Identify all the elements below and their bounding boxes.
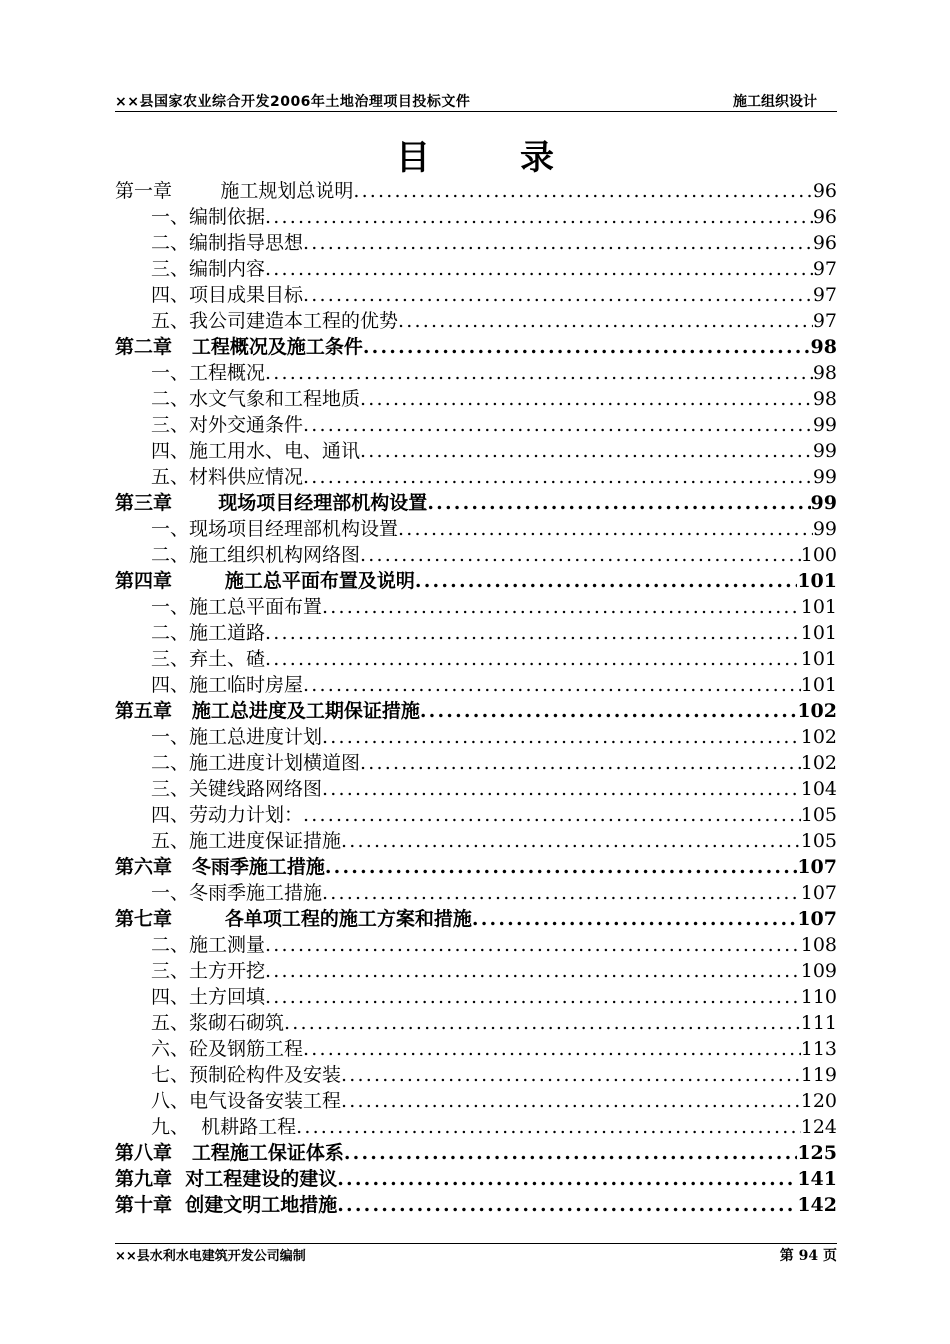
toc-dot-leader: [265, 256, 813, 282]
toc-section-entry[interactable]: [115, 386, 837, 412]
toc-entry-label: 二、编制指导思想: [151, 232, 304, 254]
toc-dot-leader: [344, 1140, 797, 1166]
toc-entry-label: 八、电气设备安装工程: [151, 1090, 342, 1112]
toc-dot-leader: [322, 594, 801, 620]
toc-entry-page: 101: [800, 622, 837, 644]
toc-dot-leader: [303, 282, 813, 308]
toc-entry-label: 第四章 施工总平面布置及说明: [115, 570, 415, 592]
toc-entry-page: 107: [797, 908, 837, 930]
toc-dot-leader: [337, 1192, 797, 1218]
toc-entry-page: 102: [800, 726, 837, 748]
toc-section-entry[interactable]: [115, 932, 837, 958]
toc-entry-page: 105: [800, 804, 837, 826]
toc-entry-label: 三、对外交通条件: [151, 414, 304, 436]
toc-section-entry[interactable]: [115, 620, 837, 646]
toc-entry-label: 四、土方回填: [151, 986, 266, 1008]
toc-entry-page: 101: [797, 570, 837, 592]
toc-entry-page: 107: [797, 856, 837, 878]
toc-section-entry[interactable]: [115, 542, 837, 568]
toc-section-entry[interactable]: [115, 308, 837, 334]
toc-dot-leader: [398, 516, 813, 542]
toc-entry-page: 102: [800, 752, 837, 774]
toc-section-entry[interactable]: [115, 672, 837, 698]
toc-chapter-entry[interactable]: [115, 1140, 837, 1166]
toc-section-entry[interactable]: [115, 1010, 837, 1036]
toc-dot-leader: [303, 412, 813, 438]
toc-dot-leader: [265, 984, 801, 1010]
toc-entry-label: 第三章 现场项目经理部机构设置: [115, 492, 428, 514]
toc-entry-page: 111: [800, 1012, 837, 1034]
toc-dot-leader: [322, 880, 801, 906]
toc-chapter-entry[interactable]: [115, 854, 837, 880]
toc-entry-label: 一、施工总进度计划: [151, 726, 323, 748]
toc-section-entry[interactable]: [115, 516, 837, 542]
toc-entry-page: 104: [800, 778, 837, 800]
toc-entry-label: 二、施工组织机构网络图: [151, 544, 361, 566]
toc-chapter-entry[interactable]: [115, 178, 837, 204]
toc-dot-leader: [415, 568, 797, 594]
toc-dot-leader: [360, 542, 801, 568]
toc-section-entry[interactable]: [115, 360, 837, 386]
toc-chapter-entry[interactable]: [115, 1192, 837, 1218]
toc-entry-label: 七、预制砼构件及安装: [151, 1064, 342, 1086]
toc-entry-page: 97: [812, 310, 837, 332]
toc-dot-leader: [303, 1036, 801, 1062]
toc-entry-label: 四、施工临时房屋: [151, 674, 304, 696]
header-document-title: ××县国家农业综合开发2006年土地治理项目投标文件: [115, 94, 471, 110]
header-section-title: 施工组织设计: [733, 94, 817, 110]
toc-chapter-entry[interactable]: [115, 490, 837, 516]
page-header: [115, 89, 837, 112]
toc-section-entry[interactable]: [115, 984, 837, 1010]
toc-dot-leader: [322, 724, 801, 750]
toc-section-entry[interactable]: [115, 1114, 837, 1140]
toc-entry-label: 二、施工道路: [151, 622, 266, 644]
toc-entry-page: 96: [812, 206, 837, 228]
toc-entry-page: 141: [797, 1168, 837, 1190]
toc-entry-page: 109: [800, 960, 837, 982]
toc-entry-label: 四、施工用水、电、通讯: [151, 440, 361, 462]
toc-entry-page: 142: [797, 1194, 837, 1216]
toc-entry-page: 96: [812, 232, 837, 254]
toc-section-entry[interactable]: [115, 1036, 837, 1062]
toc-dot-leader: [303, 802, 801, 828]
toc-entry-label: 五、施工进度保证措施: [151, 830, 342, 852]
toc-dot-leader: [472, 906, 797, 932]
toc-dot-leader: [341, 1062, 801, 1088]
toc-dot-leader: [325, 854, 797, 880]
toc-dot-leader: [303, 672, 801, 698]
toc-entry-page: 119: [800, 1064, 837, 1086]
toc-dot-leader: [322, 776, 801, 802]
toc-entry-label: 五、材料供应情况: [151, 466, 304, 488]
toc-entry-label: 三、关键线路网络图: [151, 778, 323, 800]
toc-chapter-entry[interactable]: [115, 1166, 837, 1192]
toc-entry-page: 102: [797, 700, 837, 722]
toc-chapter-entry[interactable]: [115, 906, 837, 932]
toc-entry-label: 四、劳动力计划：: [151, 804, 304, 826]
footer-author: ××县水利水电建筑开发公司编制: [115, 1249, 306, 1264]
toc-dot-leader: [265, 646, 801, 672]
toc-dot-leader: [360, 386, 813, 412]
toc-entry-label: 五、浆砌石砌筑: [151, 1012, 285, 1034]
toc-entry-label: 六、砼及钢筋工程: [151, 1038, 304, 1060]
toc-entry-page: 108: [800, 934, 837, 956]
toc-dot-leader: [353, 178, 812, 204]
toc-entry-page: 96: [812, 180, 837, 202]
toc-section-entry[interactable]: [115, 750, 837, 776]
toc-entry-label: 四、项目成果目标: [151, 284, 304, 306]
toc-entry-page: 120: [800, 1090, 837, 1112]
toc-entry-label: 第二章 工程概况及施工条件: [115, 336, 363, 358]
toc-entry-page: 113: [800, 1038, 837, 1060]
toc-dot-leader: [303, 230, 813, 256]
toc-dot-leader: [420, 698, 797, 724]
toc-dot-leader: [265, 204, 813, 230]
toc-entry-page: 125: [797, 1142, 837, 1164]
toc-entry-label: 第六章 冬雨季施工措施: [115, 856, 325, 878]
toc-section-entry[interactable]: [115, 412, 837, 438]
toc-entry-label: 三、土方开挖: [151, 960, 266, 982]
toc-entry-label: 二、施工进度计划横道图: [151, 752, 361, 774]
toc-entry-label: 三、编制内容: [151, 258, 266, 280]
toc-dot-leader: [303, 464, 813, 490]
toc-entry-label: 三、弃土、碴: [151, 648, 266, 670]
toc-section-entry[interactable]: [115, 464, 837, 490]
toc-entry-label: 第五章 施工总进度及工期保证措施: [115, 700, 420, 722]
toc-dot-leader: [341, 828, 801, 854]
toc-section-entry[interactable]: [115, 438, 837, 464]
toc-entry-page: 98: [812, 388, 837, 410]
toc-dot-leader: [363, 334, 811, 360]
toc-entry-page: 97: [812, 284, 837, 306]
toc-entry-page: 101: [800, 648, 837, 670]
toc-entry-label: 二、施工测量: [151, 934, 266, 956]
toc-entry-label: 第十章 创建文明工地措施: [115, 1194, 338, 1216]
toc-entry-label: 二、水文气象和工程地质: [151, 388, 361, 410]
toc-dot-leader: [265, 958, 801, 984]
toc-entry-page: 97: [812, 258, 837, 280]
toc-dot-leader: [296, 1114, 801, 1140]
toc-section-entry[interactable]: [115, 646, 837, 672]
toc-entry-label: 九、 机耕路工程: [151, 1116, 297, 1138]
toc-entry-page: 105: [800, 830, 837, 852]
toc-entry-label: 一、施工总平面布置: [151, 596, 323, 618]
toc-entry-page: 101: [800, 674, 837, 696]
page-footer: [115, 1243, 837, 1266]
toc-entry-page: 124: [800, 1116, 837, 1138]
toc-section-entry[interactable]: [115, 828, 837, 854]
toc-entry-label: 一、冬雨季施工措施: [151, 882, 323, 904]
page-title: 目录: [396, 138, 644, 178]
toc-entry-page: 98: [810, 336, 837, 358]
toc-section-entry[interactable]: [115, 594, 837, 620]
toc-section-entry[interactable]: [115, 776, 837, 802]
toc-dot-leader: [360, 750, 801, 776]
toc-dot-leader: [427, 490, 810, 516]
toc-section-entry[interactable]: [115, 256, 837, 282]
toc-section-entry[interactable]: [115, 802, 837, 828]
footer-page-number: 第 94 页: [779, 1248, 837, 1264]
toc-chapter-entry[interactable]: [115, 698, 837, 724]
toc-entry-page: 101: [800, 596, 837, 618]
toc-entry-label: 一、编制依据: [151, 206, 266, 228]
toc-entry-page: 99: [812, 440, 837, 462]
toc-entry-label: 五、我公司建造本工程的优势: [151, 310, 399, 332]
toc-section-entry[interactable]: [115, 724, 837, 750]
toc-section-entry[interactable]: [115, 1062, 837, 1088]
toc-entry-page: 107: [800, 882, 837, 904]
toc-entry-page: 99: [812, 518, 837, 540]
toc-dot-leader: [265, 620, 801, 646]
toc-entry-label: 第七章 各单项工程的施工方案和措施: [115, 908, 472, 930]
toc-entry-label: 一、工程概况: [151, 362, 266, 384]
table-of-contents: [115, 178, 837, 1218]
toc-dot-leader: [265, 932, 801, 958]
toc-dot-leader: [341, 1088, 801, 1114]
toc-section-entry[interactable]: [115, 1088, 837, 1114]
toc-dot-leader: [398, 308, 813, 334]
toc-section-entry[interactable]: [115, 958, 837, 984]
toc-dot-leader: [360, 438, 813, 464]
toc-section-entry[interactable]: [115, 230, 837, 256]
toc-entry-page: 99: [810, 492, 837, 514]
toc-entry-label: 第一章 施工规划总说明: [115, 180, 354, 202]
toc-chapter-entry[interactable]: [115, 334, 837, 360]
toc-entry-page: 98: [812, 362, 837, 384]
toc-section-entry[interactable]: [115, 880, 837, 906]
toc-section-entry[interactable]: [115, 282, 837, 308]
toc-dot-leader: [337, 1166, 797, 1192]
toc-entry-page: 99: [812, 466, 837, 488]
toc-dot-leader: [265, 360, 813, 386]
toc-dot-leader: [284, 1010, 801, 1036]
toc-entry-label: 一、现场项目经理部机构设置: [151, 518, 399, 540]
toc-entry-page: 110: [800, 986, 837, 1008]
toc-section-entry[interactable]: [115, 204, 837, 230]
toc-entry-page: 100: [800, 544, 837, 566]
toc-chapter-entry[interactable]: [115, 568, 837, 594]
toc-entry-page: 99: [812, 414, 837, 436]
toc-entry-label: 第八章 工程施工保证体系: [115, 1142, 344, 1164]
toc-entry-label: 第九章 对工程建设的建议: [115, 1168, 338, 1190]
